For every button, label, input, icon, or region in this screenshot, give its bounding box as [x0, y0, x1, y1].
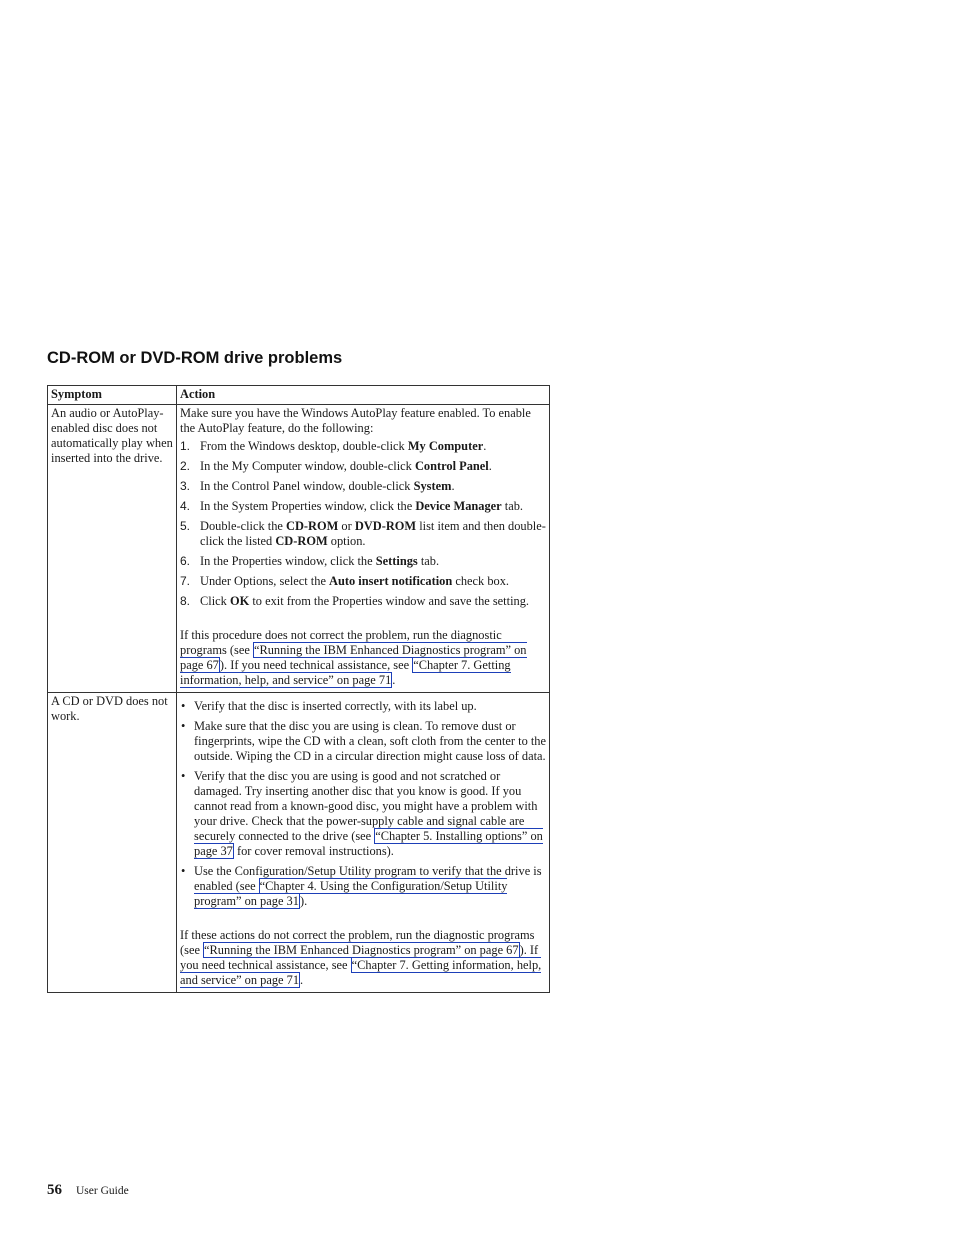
bullet-text: for cover removal instructions). [233, 844, 394, 858]
step-text: check box. [452, 574, 510, 588]
action-column-header: Action [177, 386, 550, 405]
step-text: Click [200, 594, 230, 608]
guide-title: User Guide [76, 1185, 129, 1197]
diagnostics-page-link[interactable]: “Running the IBM Enhanced Diagnostics program” on page 67 [204, 943, 519, 957]
step-text: In the Properties window, click the [200, 554, 376, 568]
step-text: In the System Properties window, click the [200, 499, 416, 513]
step-text: . [488, 459, 492, 473]
step-item [180, 459, 546, 474]
page-number: 56 [47, 1182, 62, 1198]
action-cell [177, 693, 550, 993]
bullet-text: Verify that the disc you are using is good and not scratched or damaged. Try inserting another disc that you know is good. If you cannot read from a known-good disc, you might have a problem with your drive. Check that the power-supply cable and signal cable are securely connected to the drive (see [194, 769, 538, 843]
closing-text: . [300, 973, 304, 987]
closing-text: . [392, 673, 396, 687]
bullet-item [180, 719, 546, 764]
step-number: 2. [180, 459, 191, 473]
bullet-item [180, 864, 546, 909]
step-item [180, 554, 546, 569]
ui-term: My Computer [407, 439, 484, 453]
step-item [180, 519, 546, 549]
step-item [180, 574, 546, 589]
ui-term: Device Manager [415, 499, 502, 513]
step-item [180, 479, 546, 494]
step-item [180, 439, 546, 454]
bullet-text: Use the Configuration/Setup Utility program to verify that the drive is enabled (see [194, 864, 542, 893]
bullet-item [180, 769, 546, 859]
closing-text: ). If you need technical assistance, see [219, 658, 413, 672]
table-header-row [48, 386, 550, 405]
step-number: 7. [180, 574, 191, 588]
steps-list [180, 439, 546, 609]
step-item [180, 594, 546, 609]
step-text: From the Windows desktop, double-click [200, 439, 408, 453]
step-text: option. [327, 534, 366, 548]
ui-term: Auto insert notification [329, 574, 453, 588]
chapter4-page-link[interactable]: “Chapter 4. Using the Configuration/Setup Utility program” on page 31 [194, 879, 508, 908]
step-text: or [338, 519, 355, 533]
step-text: . [483, 439, 487, 453]
ui-term: Settings [375, 554, 418, 568]
diagnostics-page-link[interactable]: “Running the IBM Enhanced Diagnostics program” on page 67 [180, 643, 527, 672]
chapter7-page-link[interactable]: “Chapter 7. Getting information, help, and service” on page 71 [180, 958, 542, 987]
ui-term: OK [229, 594, 250, 608]
table-row [48, 693, 550, 993]
step-number: 8. [180, 594, 191, 608]
table-row [48, 405, 550, 693]
step-text: In the Control Panel window, double-click [200, 479, 414, 493]
step-item [180, 499, 546, 514]
step-number: 4. [180, 499, 191, 513]
closing-paragraph [180, 628, 546, 688]
bullet-item [180, 699, 546, 714]
ui-term: CD-ROM [286, 519, 339, 533]
step-text: . [451, 479, 455, 493]
ui-term: DVD-ROM [354, 519, 417, 533]
closing-text: ). If you need technical assistance, see [180, 943, 539, 972]
symptom-cell: An audio or AutoPlay- enabled disc does not automatically play when inserted into the drive. [48, 405, 177, 693]
ui-term: System [413, 479, 452, 493]
ui-term: CD-ROM [275, 534, 328, 548]
step-number: 3. [180, 479, 191, 493]
troubleshooting-table [47, 385, 550, 993]
bullet-text: Make sure that the disc you are using is clean. To remove dust or fingerprints, wipe the CD with a clean, soft cloth from the center to the outside. Wiping the CD in a circular direction might cause loss of data. [194, 719, 546, 763]
page-footer [47, 1181, 129, 1199]
chapter5-page-link[interactable]: “Chapter 5. Installing options” on page 37 [194, 829, 543, 858]
chapter7-page-link[interactable]: “Chapter 7. Getting information, help, and service” on page 71 [180, 658, 511, 687]
bullet-text: Verify that the disc is inserted correctly, with its label up. [194, 699, 477, 713]
closing-text: If this procedure does not correct the problem, run the diagnostic programs (see [180, 628, 502, 657]
step-number: 6. [180, 554, 191, 568]
bullet-list [180, 699, 546, 909]
step-text: Double-click the [200, 519, 287, 533]
closing-paragraph [180, 928, 546, 988]
ui-term: Control Panel [414, 459, 489, 473]
step-text: list item and then double-click the listed [200, 519, 546, 548]
section-heading: CD-ROM or DVD-ROM drive problems [47, 349, 343, 367]
step-number: 1. [180, 439, 191, 453]
symptom-cell: A CD or DVD does not work. [48, 693, 177, 993]
step-number: 5. [180, 519, 191, 533]
step-text: tab. [501, 499, 524, 513]
step-text: to exit from the Properties window and save the setting. [249, 594, 529, 608]
bullet-text: ). [299, 894, 308, 908]
action-cell [177, 405, 550, 693]
step-text: In the My Computer window, double-click [200, 459, 415, 473]
step-text: Under Options, select the [200, 574, 330, 588]
action-intro: Make sure you have the Windows AutoPlay feature enabled. To enable the AutoPlay feature, do the following: [180, 406, 531, 435]
step-text: tab. [417, 554, 440, 568]
symptom-column-header: Symptom [48, 386, 177, 405]
closing-text: If these actions do not correct the problem, run the diagnostic programs (see [180, 928, 535, 957]
